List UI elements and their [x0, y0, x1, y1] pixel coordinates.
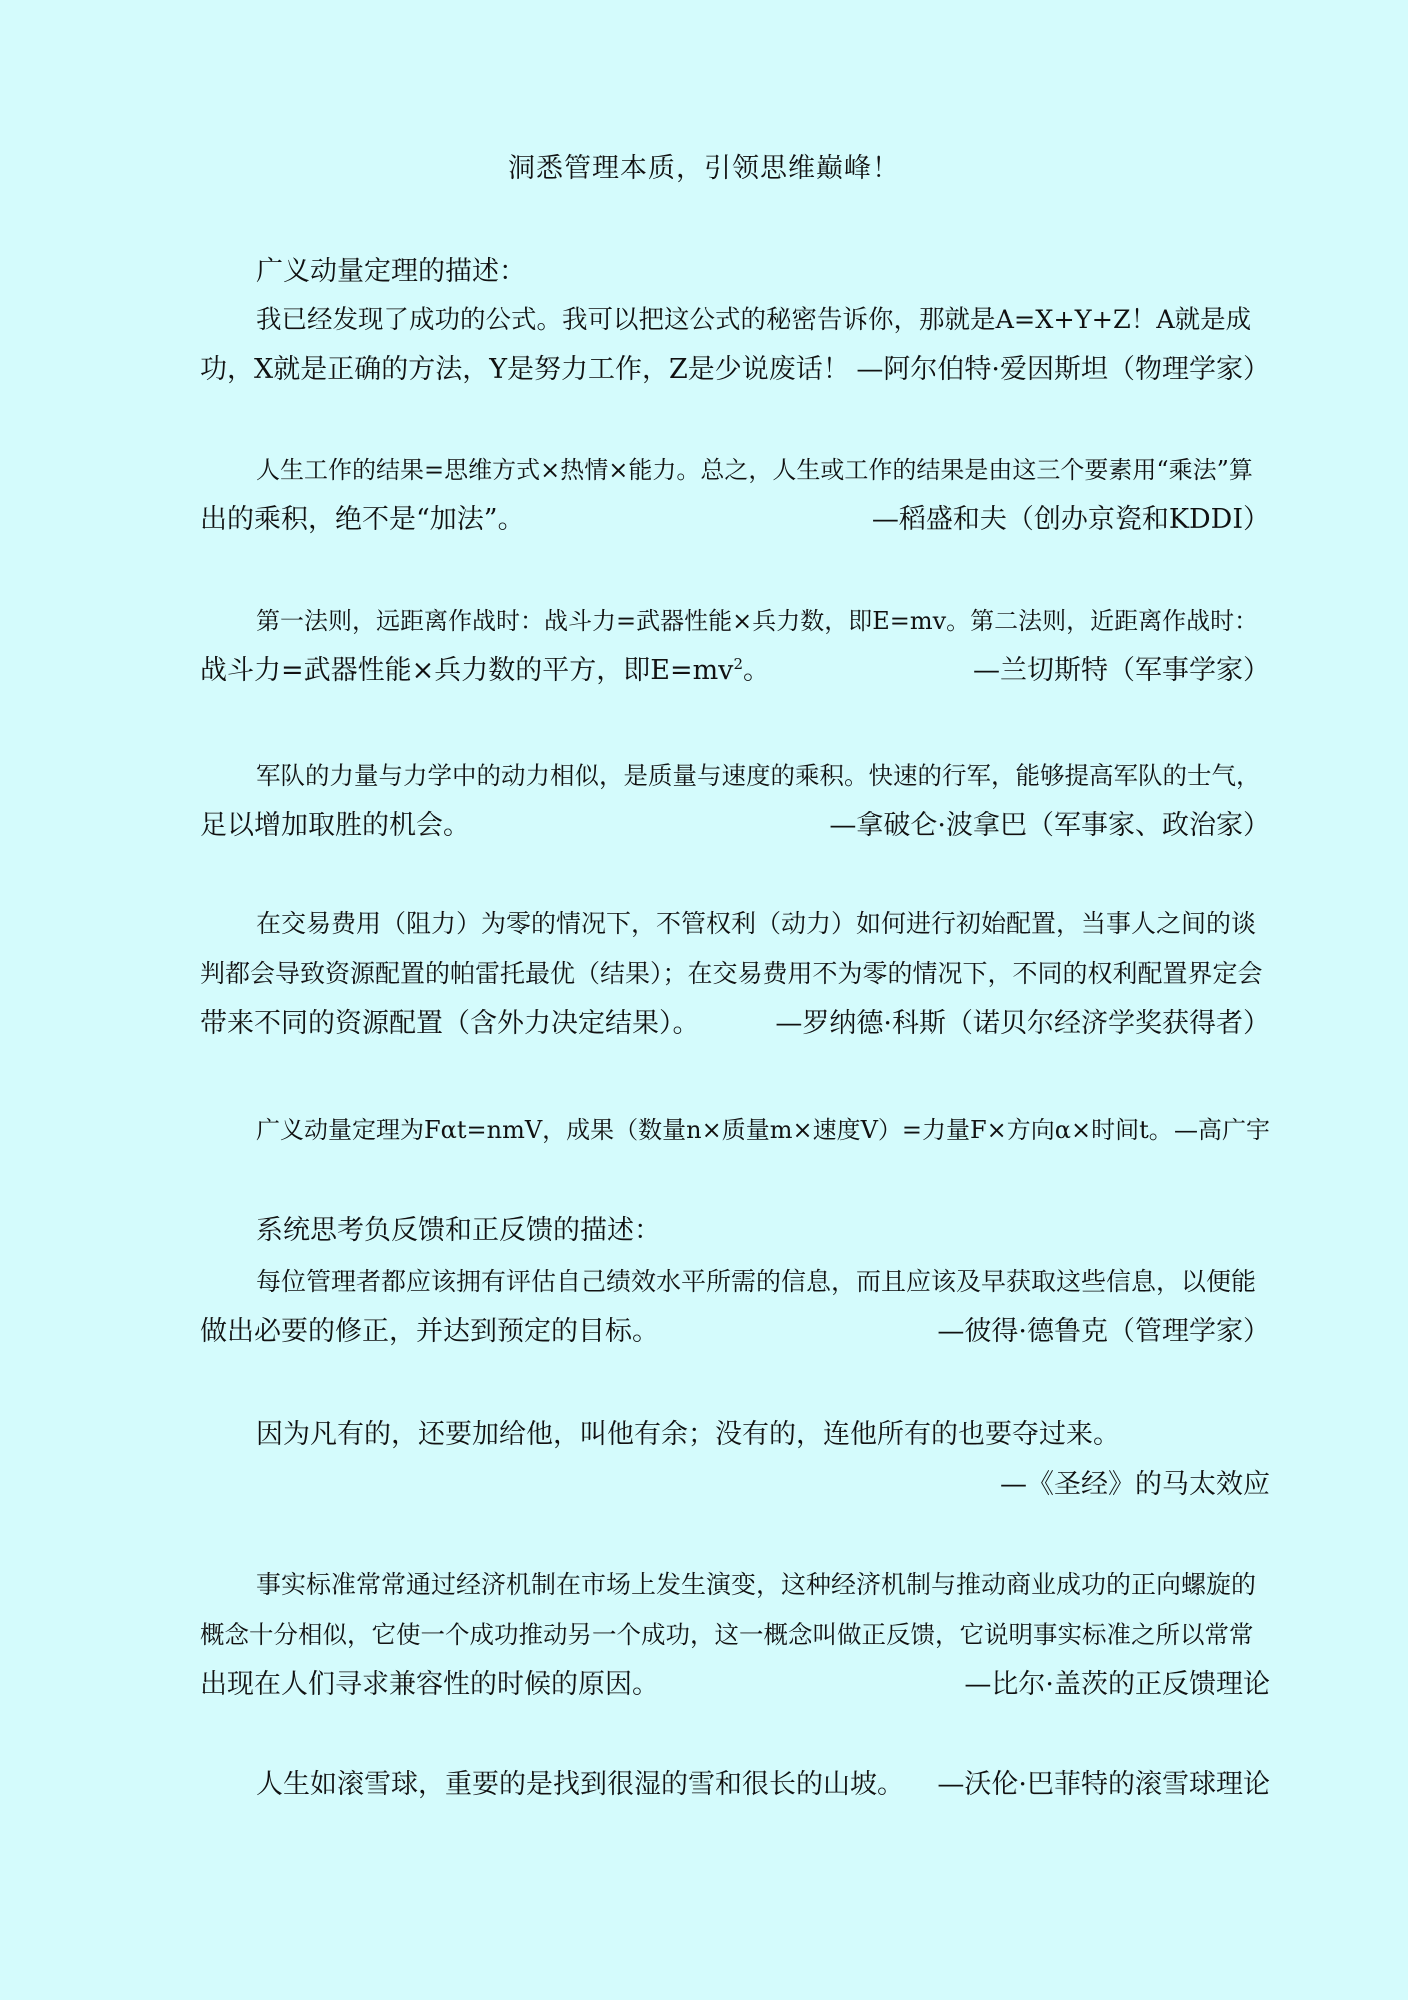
quote-last-line: [200, 646, 1270, 696]
quote-text: 在交易费用（阻力）为零的情况下，不管权利（动力）如何进行初始配置，当事人之间的谈: [256, 909, 1257, 938]
quote-attribution: —兰切斯特（军事学家）: [973, 655, 1270, 686]
quote-attribution: —拿破仑·波拿巴（军事家、政治家）: [829, 810, 1270, 841]
quote-napoleon: [200, 751, 1270, 851]
section-heading: [200, 247, 1270, 297]
quote-last-line: [200, 1307, 1270, 1357]
quote-last-line: [200, 999, 1270, 1049]
quote-text: 做出必要的修正，并达到预定的目标。: [200, 1316, 659, 1347]
quote-attribution: —高广宇: [1174, 1116, 1270, 1144]
page-title: 洞悉管理本质，引领思维巅峰！: [508, 153, 900, 184]
quote-bible: [200, 1410, 1270, 1510]
quote-inamori: [200, 445, 1270, 545]
quote-last-line: [200, 345, 1270, 395]
quote-attribution: —彼得·德鲁克（管理学家）: [937, 1316, 1270, 1347]
quote-gao: [200, 1105, 1270, 1155]
quote-coase: [200, 899, 1270, 1049]
quote-text: 战斗力=武器性能×兵力数的平方，即$E=mv^2$。: [200, 655, 770, 686]
quote-text: 事实标准常常通过经济机制在市场上发生演变，这种经济机制与推动商业成功的正向螺旋的: [256, 1570, 1257, 1599]
quote-last-line: [200, 1105, 1270, 1155]
section-heading-text: 系统思考负反馈和正反馈的描述：: [256, 1215, 661, 1246]
quote-text: 出的乘积，绝不是“加法”。: [200, 504, 525, 535]
quote-einstein: [200, 295, 1270, 395]
quote-text: 带来不同的资源配置（含外力决定结果）。: [200, 1008, 700, 1039]
quote-text: 概念十分相似，它使一个成功推动另一个成功，这一概念叫做正反馈，它说明事实标准之所以常常: [200, 1620, 1254, 1649]
quote-last-line: [200, 1760, 1270, 1810]
quote-text: 广义动量定理为Fαt=nmV，成果（数量n×质量m×速度V）=力量F×方向α×时间t。: [256, 1116, 1173, 1144]
quote-last-line: [200, 801, 1270, 851]
quote-text: 出现在人们寻求兼容性的时候的原因。: [200, 1669, 659, 1700]
section-heading: [200, 1206, 1270, 1256]
quote-text: 足以增加取胜的机会。: [200, 810, 470, 841]
quote-attribution: —沃伦·巴菲特的滚雪球理论: [937, 1769, 1270, 1800]
quote-attribution: —罗纳德·科斯（诺贝尔经济学奖获得者）: [775, 1008, 1270, 1039]
quote-gates: [200, 1560, 1270, 1710]
quote-text: 军队的力量与力学中的动力相似，是质量与速度的乘积。快速的行军，能够提高军队的士气，: [256, 761, 1261, 790]
quote-last-line: [200, 495, 1270, 545]
quote-text: 功，X就是正确的方法，Y是努力工作，Z是少说废话！: [200, 354, 850, 385]
quote-attribution: —比尔·盖茨的正反馈理论: [964, 1669, 1270, 1700]
quote-drucker: [200, 1257, 1270, 1357]
section-heading-text: 广义动量定理的描述：: [256, 256, 526, 287]
quote-text: 我已经发现了成功的公式。我可以把这公式的秘密告诉你，那就是A=X+Y+Z！A就是成: [256, 305, 1252, 335]
quote-text: 每位管理者都应该拥有评估自己绩效水平所需的信息，而且应该及早获取这些信息，以便能: [256, 1267, 1257, 1296]
quote-buffett: [200, 1760, 1270, 1810]
quote-text: 人生如滚雪球，重要的是找到很湿的雪和很长的山坡。: [256, 1769, 904, 1800]
quote-text: 因为凡有的，还要加给他，叫他有余；没有的，连他所有的也要夺过来。: [256, 1419, 1120, 1450]
superscript: 2: [733, 655, 743, 673]
quote-attribution: —《圣经》的马太效应: [1000, 1469, 1270, 1500]
quote-text: 判都会导致资源配置的帕雷托最优（结果）；在交易费用不为零的情况下，不同的权利配置界定会: [200, 959, 1263, 988]
quote-lanchester: [200, 596, 1270, 696]
quote-attribution: —阿尔伯特·爱因斯坦（物理学家）: [856, 354, 1270, 385]
quote-text: 人生工作的结果=思维方式×热情×能力。总之，人生或工作的结果是由这三个要素用“乘法”算: [256, 456, 1253, 484]
quote-text: 第一法则，远距离作战时：战斗力=武器性能×兵力数，即E=mv。第二法则，近距离作战时：: [256, 607, 1259, 635]
quote-last-line: [200, 1660, 1270, 1710]
quote-attribution: —稻盛和夫（创办京瓷和KDDI）: [871, 504, 1270, 535]
